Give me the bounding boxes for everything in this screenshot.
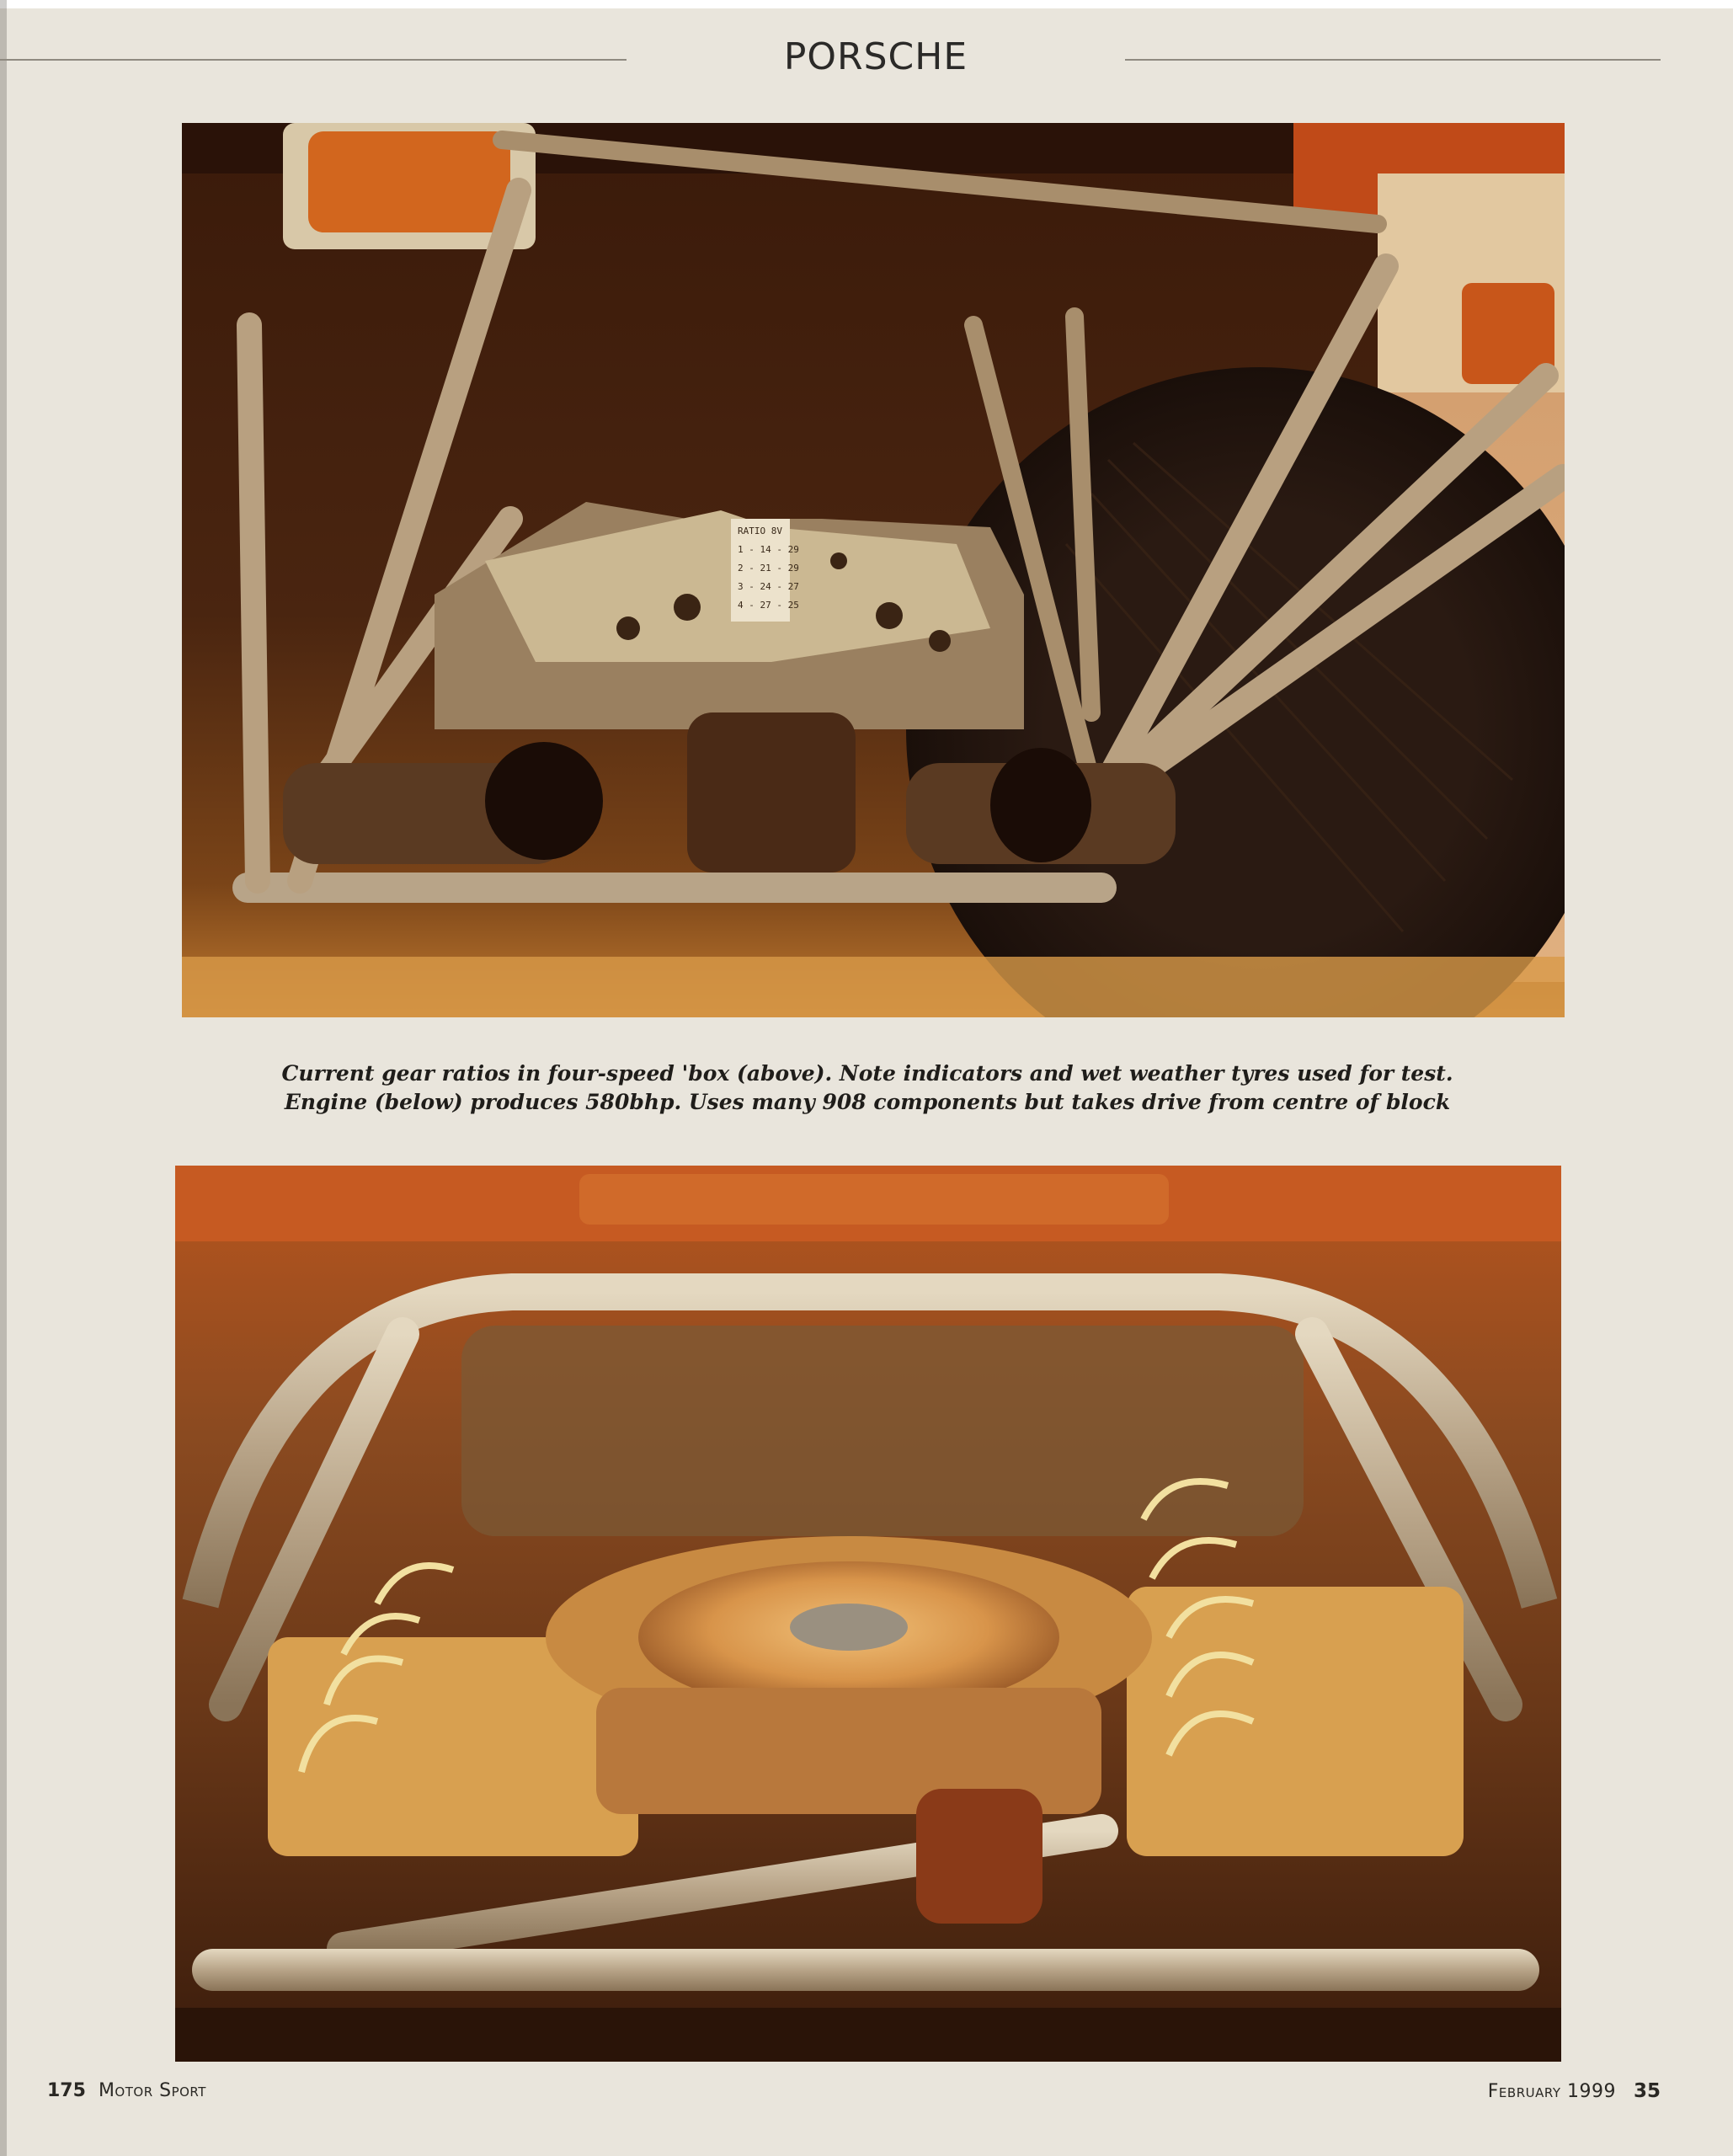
gear-label-line: 4 - 27 - 25 [738,600,799,611]
photo-caption-line2: Engine (below) produces 580bhp. Uses many 908 components but takes drive from centre of block [284,1090,1451,1114]
footer-left [47,2080,206,2101]
gear-label-line: RATIO 8V [738,526,782,536]
photo-caption-line1: Current gear ratios in four-speed 'box (above). Note indicators and wet weather tyres used for test. [281,1061,1453,1086]
issue-date: February 1999 [1487,2081,1616,2102]
header-rule-left [0,59,627,61]
gear-label-line: 3 - 24 - 27 [738,581,799,592]
section-title: PORSCHE [783,35,968,78]
gearbox-photo [182,123,1565,1017]
left-page-number: 175 [47,2080,86,2101]
footer-right [1488,2080,1661,2102]
engine-photo [175,1166,1561,2062]
page-top-edge [0,0,1733,8]
publication-name: Motor Sport [98,2080,206,2101]
gear-label-line: 1 - 14 - 29 [738,544,799,555]
right-page-number: 35 [1633,2080,1661,2102]
page-binding-shadow [0,0,7,2156]
gear-label-line: 2 - 21 - 29 [738,563,799,574]
header-rule-right [1125,59,1661,61]
